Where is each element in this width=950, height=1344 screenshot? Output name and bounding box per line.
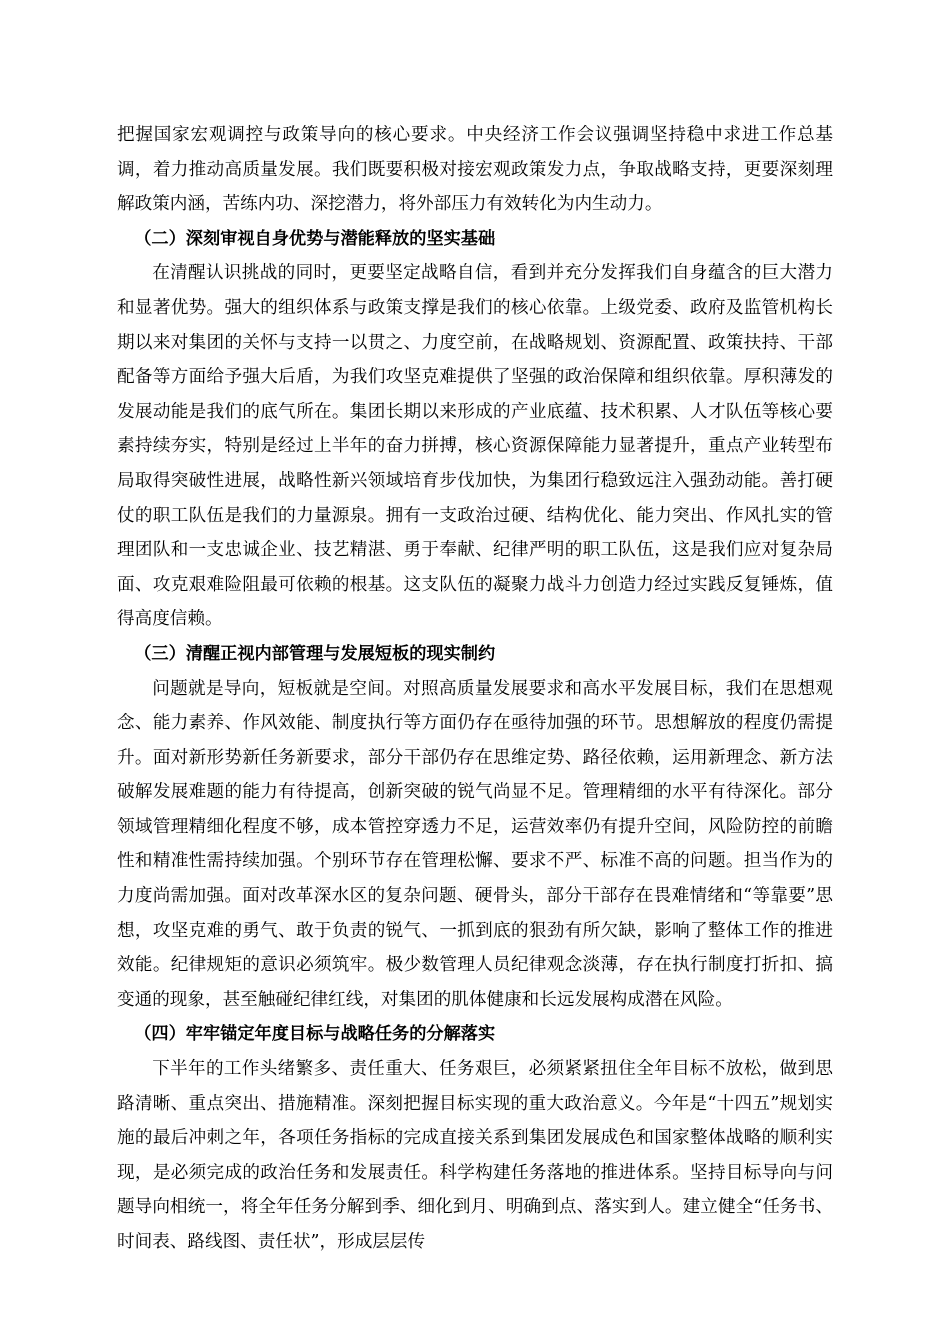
body-paragraph-1: 把握国家宏观调控与政策导向的核心要求。中央经济工作会议强调坚持稳中求进工作总基调，着力推动高质量发展。我们既要积极对接宏观政策发力点，争取战略支持，更要深刻理解政策内涵，苦练内功、深挖潜力，将外部压力有效转化为内生动力。 — [117, 125, 833, 215]
body-paragraph-2: 在清醒认识挑战的同时，更要坚定战略自信，看到并充分发挥我们自身蕴含的巨大潜力和显著优势。强大的组织体系与政策支撑是我们的核心依靠。上级党委、政府及监管机构长期以来对集团的关怀与支持一以贯之、力度空前，在战略规划、资源配置、政策扶持、干部配备等方面给予强大后盾，为我们攻坚克难提供了坚强的政治保障和组织依靠。厚积薄发的发展动能是我们的底气所在。集团长期以来形成的产业底蕴、技术积累、人才队伍等核心要素持续夯实，特别是经过上半年的奋力拼搏，核心资源保障能力显著提升，重点产业转型布局取得突破性进展，战略性新兴领域培育步伐加快，为集团行稳致远注入强劲动能。善打硬仗的职工队伍是我们的力量源泉。拥有一支政治过硬、结构优化、能力突出、作风扎实的管理团队和一支忠诚企业、技艺精湛、勇于奉献、纪律严明的职工队伍，这是我们应对复杂局面、攻克艰难险阻最可依赖的根基。这支队伍的凝聚力战斗力创造力经过实践反复锤炼，值得高度信赖。 — [117, 263, 833, 630]
section-heading-3: （三）清醒正视内部管理与发展短板的现实制约 — [134, 643, 496, 664]
body-paragraph-3: 问题就是导向，短板就是空间。对照高质量发展要求和高水平发展目标，我们在思想观念、能力素养、作风效能、制度执行等方面仍存在亟待加强的环节。思想解放的程度仍需提升。面对新形势新任务新要求，部分干部仍存在思维定势、路径依赖，运用新理念、新方法破解发展难题的能力有待提高，创新突破的锐气尚显不足。管理精细的水平有待深化。部分领域管理精细化程度不够，成本管控穿透力不足，运营效率仍有提升空间，风险防控的前瞻性和精准性需持续加强。个别环节存在管理松懈、要求不严、标准不高的问题。担当作为的力度尚需加强。面对改革深水区的复杂问题、硬骨头，部分干部存在畏难情绪和“等靠要”思想，攻坚克难的勇气、敢于负责的锐气、一抓到底的狠劲有所欠缺，影响了整体工作的推进效能。纪律规矩的意识必须筑牢。极少数管理人员纪律观念淡薄，存在执行制度打折扣、搞变通的现象，甚至触碰纪律红线，对集团的肌体健康和长远发展构成潜在风险。 — [117, 678, 833, 1010]
section-heading-4: （四）牢牢锚定年度目标与战略任务的分解落实 — [134, 1024, 496, 1045]
body-paragraph-4: 下半年的工作头绪繁多、责任重大、任务艰巨，必须紧紧扭住全年目标不放松，做到思路清晰、重点突出、措施精准。深刻把握目标实现的重大政治意义。今年是“十四五”规划实施的最后冲刺之年，各项任务指标的完成直接关系到集团发展成色和国家整体战略的顺利实现，是必须完成的政治任务和发展责任。科学构建任务落地的推进体系。坚持目标导向与问题导向相统一，将全年任务分解到季、细化到月、明确到点、落实到人。建立健全“任务书、时间表、路线图、责任状”，形成层层传 — [117, 1059, 833, 1252]
document-page — [117, 118, 833, 1260]
section-heading-2: （二）深刻审视自身优势与潜能释放的坚实基础 — [134, 228, 496, 249]
